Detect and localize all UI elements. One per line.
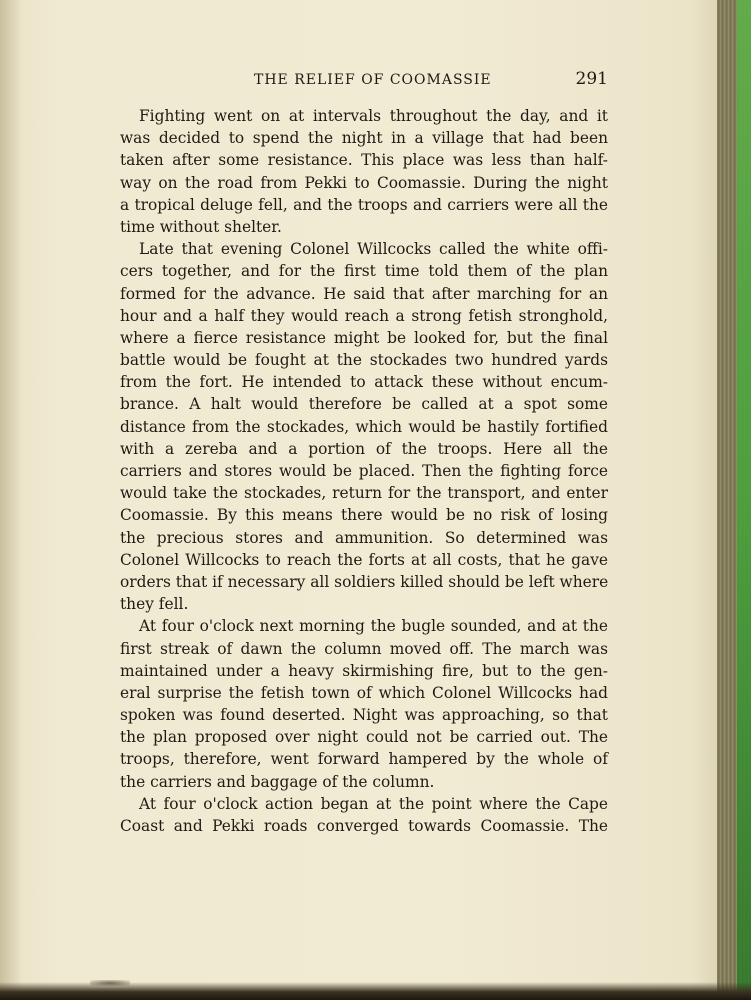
text-line: orders that if necessary all soldiers killed should be left where	[120, 572, 609, 591]
text-line: Colonel Willcocks to reach the forts at all costs, that he gave	[120, 550, 608, 569]
running-title: THE RELIEF OF COOMASSIE	[254, 72, 492, 88]
body-text	[120, 105, 608, 837]
text-line: troops, therefore, went forward hampered by the whole of	[120, 750, 608, 769]
text-line: way on the road from Pekki to Coomassie. During the night	[120, 173, 608, 192]
text-line: the plan proposed over night could not be carried out. The	[120, 728, 608, 747]
text-line: they fell.	[120, 595, 189, 614]
text-line: taken after some resistance. This place was less than half-	[120, 151, 608, 170]
running-head	[120, 66, 608, 96]
text-line: the precious stores and ammunition. So determined was	[120, 528, 608, 547]
text-line: Fighting went on at intervals throughout the day, and it	[139, 107, 608, 125]
text-line: eral surprise the fetish town of which Colonel Willcocks had	[120, 683, 608, 702]
text-line: hour and a half they would reach a strong fetish stronghold,	[120, 306, 608, 325]
text-line: first streak of dawn the column moved off. The march was	[120, 639, 608, 658]
page-number: 291	[575, 69, 608, 89]
text-line: At four o'clock action began at the point where the Cape	[139, 794, 608, 813]
text-line: with a zereba and a portion of the troops. Here all the	[120, 439, 608, 458]
text-line: Late that evening Colonel Willcocks called the white offi-	[139, 240, 608, 259]
text-line: distance from the stockades, which would be hastily fortified	[120, 417, 608, 436]
text-line: carriers and stores would be placed. Then the fighting force	[120, 462, 608, 480]
text-line: Coast and Pekki roads converged towards Coomassie. The	[120, 817, 608, 835]
text-line: maintained under a heavy skirmishing fire, but to the gen-	[120, 661, 608, 680]
text-line: from the fort. He intended to attack these without encum-	[120, 373, 608, 392]
page-bottom-shadow	[0, 982, 751, 1000]
text-line: formed for the advance. He said that after marching for an	[120, 284, 608, 303]
text-line: time without shelter.	[120, 217, 282, 236]
text-line: where a fierce resistance might be looked for, but the final	[120, 328, 608, 347]
text-line: would take the stockades, return for the transport, and enter	[120, 484, 608, 503]
text-line: brance. A halt would therefore be called at a spot some	[120, 395, 608, 414]
text-line: Coomassie. By this means there would be no risk of losing	[120, 506, 608, 525]
text-line: the carriers and baggage of the column.	[120, 772, 435, 791]
gutter-shadow	[0, 0, 22, 1000]
text-line: a tropical deluge fell, and the troops and carriers were all the	[120, 195, 608, 214]
book-cover-edge	[737, 0, 751, 1000]
text-line: cers together, and for the first time told them of the plan	[120, 262, 608, 281]
text-line: At four o'clock next morning the bugle sounded, and at the	[139, 617, 608, 636]
text-line: was decided to spend the night in a village that had been	[120, 129, 608, 148]
text-line: battle would be fought at the stockades two hundred yards	[120, 351, 608, 370]
text-line: spoken was found deserted. Night was approaching, so that	[120, 706, 608, 725]
